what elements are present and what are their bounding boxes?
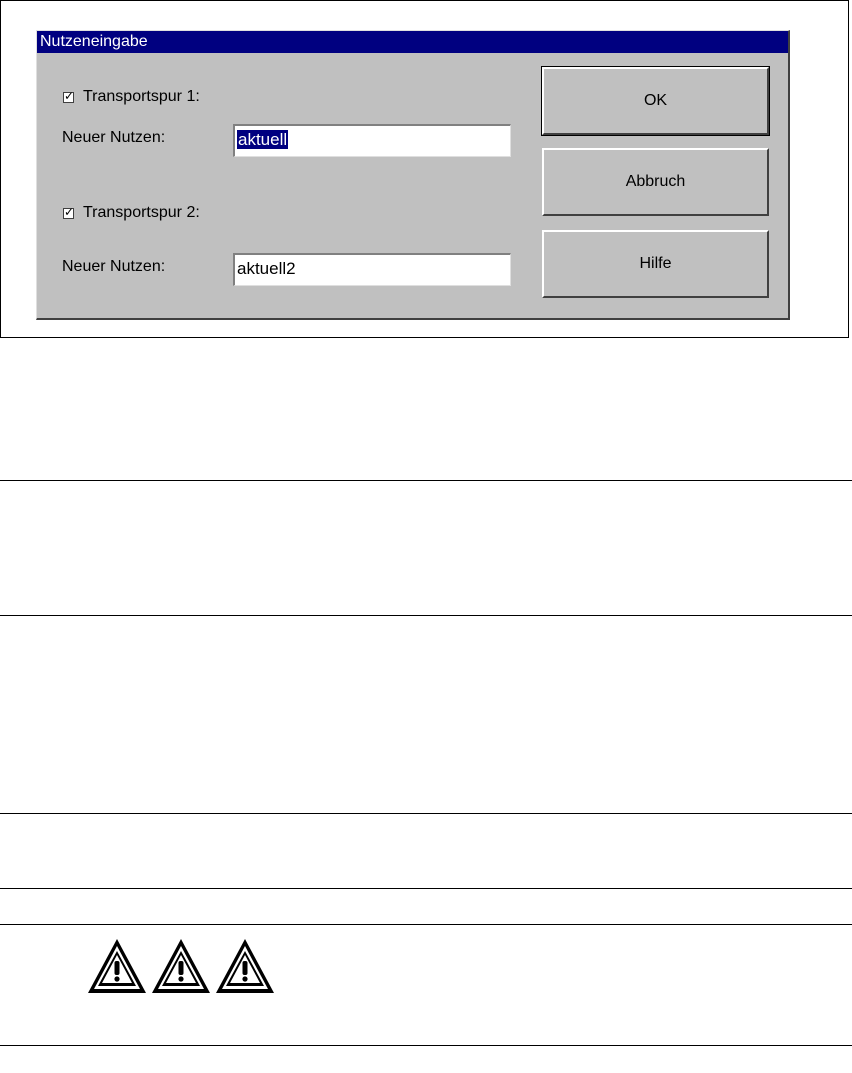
- lane1-label: Transportspur 1:: [83, 88, 200, 105]
- lane2-input[interactable]: [233, 253, 511, 286]
- lane2-input-value: aktuell2: [237, 259, 296, 278]
- divider: [0, 813, 852, 814]
- lane2-label: Transportspur 2:: [83, 204, 200, 221]
- divider: [0, 480, 852, 481]
- lane2-checkbox[interactable]: [63, 204, 75, 219]
- divider: [0, 888, 852, 889]
- lane2-field-label: Neuer Nutzen:: [62, 258, 166, 275]
- checkmark-icon: ✓: [64, 204, 75, 219]
- screenshot-frame: [0, 0, 849, 338]
- cancel-button[interactable]: Abbruch: [542, 148, 769, 216]
- divider: [0, 1045, 852, 1046]
- ok-button[interactable]: OK: [542, 67, 769, 135]
- lane1-input-value: aktuell: [238, 130, 288, 149]
- divider: [0, 924, 852, 925]
- nutzeneingabe-dialog: [36, 30, 790, 320]
- lane1-field-label: Neuer Nutzen:: [62, 129, 166, 146]
- warning-icon: [86, 937, 148, 995]
- divider: [0, 615, 852, 616]
- lane1-checkbox-row[interactable]: [63, 87, 200, 107]
- dialog-title: Nutzeneingabe: [37, 31, 788, 53]
- lane1-checkbox[interactable]: [63, 88, 75, 103]
- lane2-checkbox-row[interactable]: [63, 203, 200, 223]
- checkmark-icon: ✓: [64, 88, 75, 103]
- lane1-input[interactable]: [233, 124, 511, 157]
- help-button[interactable]: Hilfe: [542, 230, 769, 298]
- warning-icon: [214, 937, 276, 995]
- warning-icons: [86, 937, 278, 995]
- warning-icon: [150, 937, 212, 995]
